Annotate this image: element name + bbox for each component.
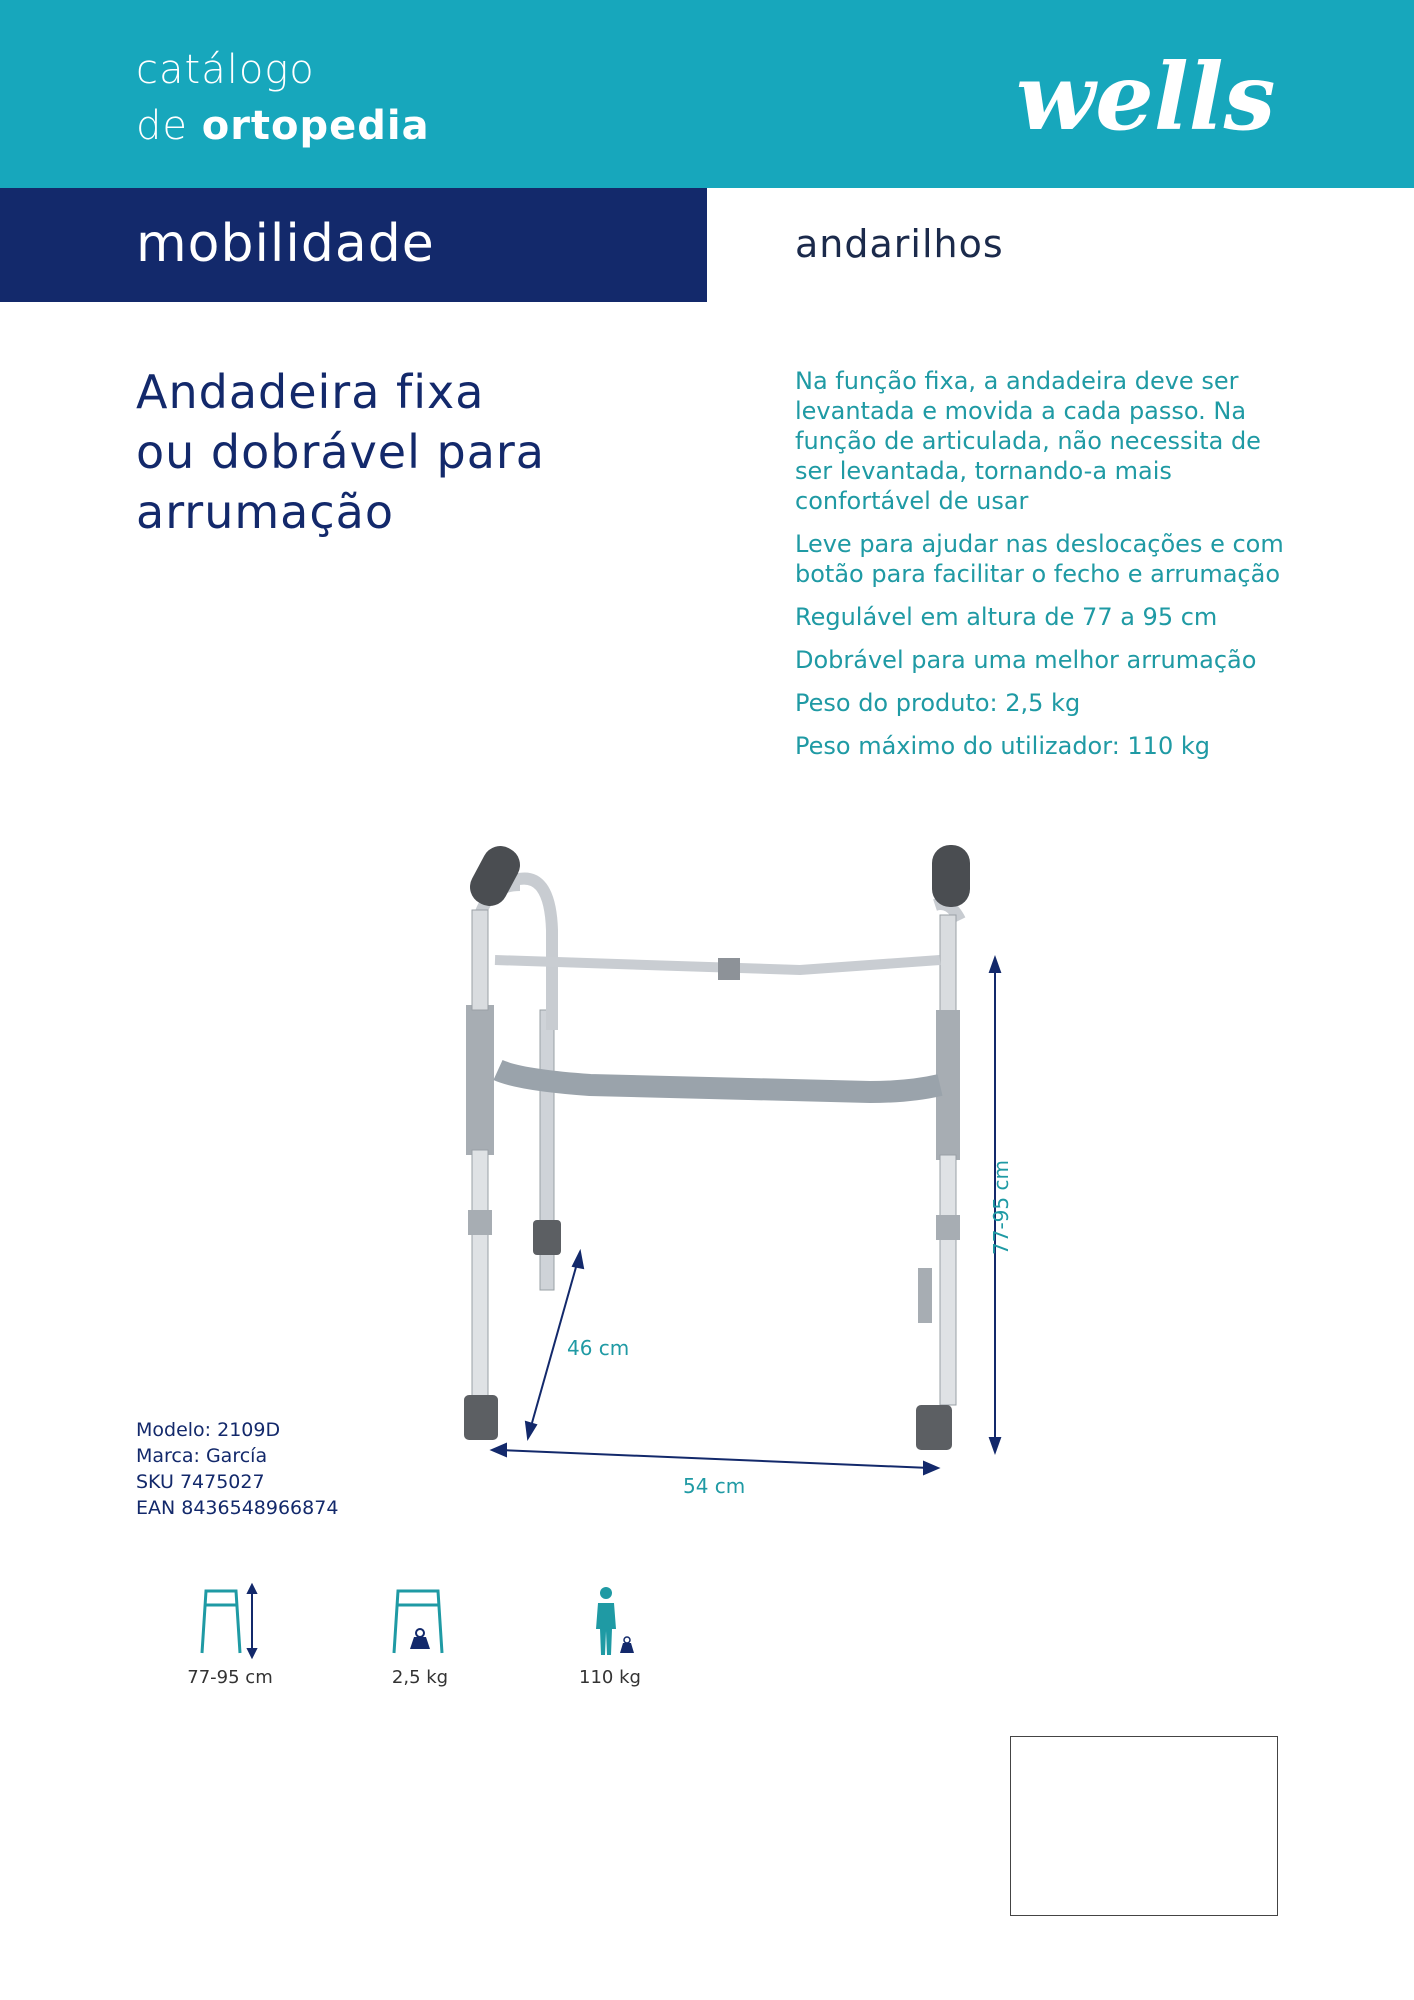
feature-item: Regulável em altura de 77 a 95 cm — [795, 603, 1218, 631]
depth-dimension-label: 46 cm — [567, 1336, 630, 1360]
catalog-line-2 — [136, 98, 430, 154]
spec-weight — [350, 1585, 490, 1688]
height-dimension-label: 77-95 cm — [989, 1160, 1013, 1255]
spec-height-label: 77-95 cm — [187, 1667, 273, 1688]
brand-name: Marca: García — [136, 1445, 268, 1467]
model-number: Modelo: 2109D — [136, 1419, 281, 1441]
title-line-1: Andadeira fixa — [136, 365, 485, 419]
catalog-bold: ortopedia — [201, 103, 430, 149]
feature-item: Na função fixa, a andadeira deve ser levantada e movida a cada passo. Na função de articulada, não necessita de ser levantada, tornando-a mais confortável de usar — [795, 367, 1261, 515]
product-meta — [136, 1417, 338, 1521]
feature-item: Leve para ajudar nas deslocações e com botão para facilitar o fecho e arrumação — [795, 530, 1284, 588]
product-title — [136, 362, 696, 542]
wells-logo — [1010, 44, 1300, 154]
feature-item: Peso máximo do utilizador: 110 kg — [795, 732, 1210, 760]
width-dimension-label: 54 cm — [683, 1474, 746, 1498]
spec-user-weight — [540, 1585, 680, 1688]
catalog-line-1: catálogo — [136, 47, 315, 93]
title-line-3: arrumação — [136, 485, 394, 539]
empty-box — [1010, 1736, 1278, 1916]
feature-item: Dobrável para uma melhor arrumação — [795, 646, 1257, 674]
catalog-title — [136, 42, 430, 154]
feature-item: Peso do produto: 2,5 kg — [795, 689, 1081, 717]
feature-list — [795, 366, 1295, 774]
catalog-prefix: de — [136, 103, 188, 149]
spec-user-weight-label: 110 kg — [579, 1667, 641, 1688]
category-label: mobilidade — [136, 214, 435, 274]
title-line-2: ou dobrável para — [136, 425, 545, 479]
spec-weight-label: 2,5 kg — [391, 1667, 449, 1688]
ean-number: EAN 8436548966874 — [136, 1497, 339, 1519]
walker-product-image — [440, 830, 1040, 1498]
logo-text: wells — [1016, 43, 1276, 151]
user-weight-icon — [570, 1585, 650, 1657]
sku-number: SKU 7475027 — [136, 1471, 265, 1493]
spec-height — [160, 1585, 300, 1688]
walker-height-icon — [190, 1585, 270, 1657]
subcategory-label: andarilhos — [795, 222, 1004, 266]
walker-weight-icon — [380, 1585, 460, 1657]
